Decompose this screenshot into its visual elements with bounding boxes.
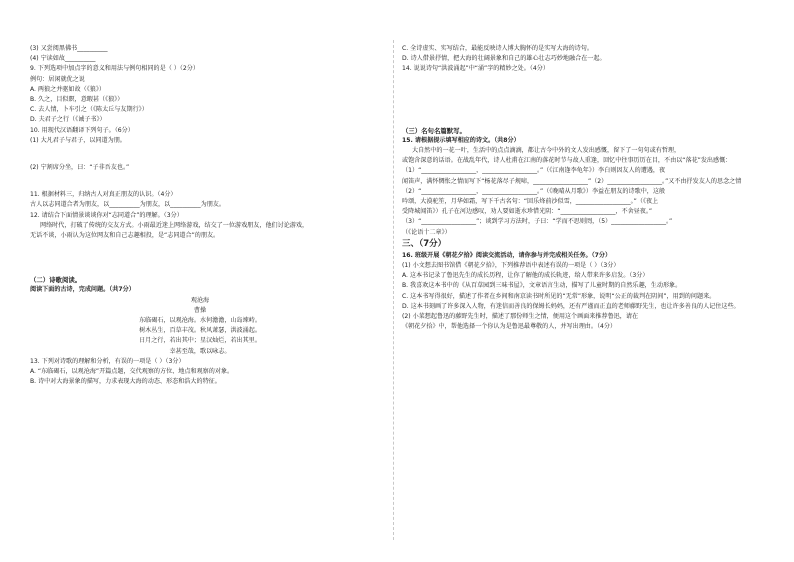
poem-author: 曹操 xyxy=(193,306,207,314)
question-15-body: （2）“__________________，__________________。”（《晚晴从月歌》）李益在朋友的诗歌中，这般 xyxy=(402,187,666,195)
option-b: B. 诗中对大海景象的描写，力求表现大海的动态、形态和浩大的特征。 xyxy=(30,378,221,386)
option-b: B. 久之，目似瞑，意暇甚（《狼》） xyxy=(30,96,124,104)
poem-line: 树木丛生，百草丰茂。秋风萧瑟，洪波涌起。 xyxy=(139,327,261,335)
option-c: C. 全诗虚实、实写结合，最能反映诗人博大胸怀的是实写大海的诗句。 xyxy=(402,45,593,52)
option-d: D. 夫君子之行（《诫子书》） xyxy=(30,116,106,124)
poem-line: 日月之行，若出其中；星汉灿烂，若出其里。 xyxy=(139,337,261,345)
poem-line: 东临碣石，以观沧海。水何澹澹，山岛竦峙。 xyxy=(139,317,261,325)
option-d: D. 诗人借景抒情，把大海的壮阔景象和自己的雄心壮志巧妙地融合在一起。 xyxy=(402,55,606,63)
option-c: C. 去人情，卜车引之（《陈太丘与友期行》） xyxy=(30,106,148,114)
poem-title: 观沧海 xyxy=(190,296,210,304)
question-16: 16. 班级开展《朝花夕拾》阅读交流活动，请你参与并完成相关任务。（7分） xyxy=(402,251,612,259)
section-intro: 阅读下面的古诗，完成问题。（共7分） xyxy=(30,286,135,294)
question-9: 9. 下列选项中加点字的意义和用法与例句相同的是（ ）（2分） xyxy=(30,65,199,73)
option-a: A. “东临碣石，以观沧海”开篇点题，交代观察的方位、地点和观察的对象。 xyxy=(30,368,234,376)
poem xyxy=(30,296,370,357)
section-title: （三）名句名篇默写。 xyxy=(402,126,466,135)
question-15-body: 受降城闻笛》）孔子在河边感叹，劝人要如逝水珍惜光阴：“__________________，不舍昼夜。” xyxy=(402,208,653,216)
column-divider xyxy=(393,40,394,540)
question-16-sub1: (1) 小文想去图书馆借《朝花夕拾》，下列推荐语中表述有误的一项是（ ）（3分） xyxy=(402,262,620,270)
example-sentence: 例句：居闲就优之说 xyxy=(30,75,85,83)
part-title: 三、（7分） xyxy=(402,238,447,249)
left-column xyxy=(30,44,370,387)
question-10-sub1: (1) 大凡君子与君子，以同道为朋。 xyxy=(30,136,126,144)
question-10-sub2: (2) 宁割席分坐，曰：“子非吾友也。” xyxy=(30,164,130,172)
option-b: B. 我喜欢这本书中的《从百草园到三味书屋》，文章语言生动，描写了儿童时期的自然乐趣，生动形象。 xyxy=(402,282,682,290)
question-12-scenario: 网络时代，打破了传统的交友方式。小雨最近迷上网络游戏，结交了一位游戏朋友，他们讨论游戏， xyxy=(40,221,309,229)
question-15-body: 吟颂，大漠驼笙，月华如霜，写下千古名句：“回乐烽前沙似雪，__________________。”（《夜上 xyxy=(402,198,659,206)
question-16-sub2: 《朝花夕拾》中，帮他选择一个你认为是鲁迅最尊敬的人，并写出理由。（4分） xyxy=(402,323,617,331)
question-15-body: （1）“__________________，__________________。”（《江南逢李龟年》）李白则因友人的遭遇，夜 xyxy=(402,167,666,175)
option-c: C. 这本书写得很好，描述了作者在乡间和南京读书时所见的“无常”形象，说明“公正的裁判在阴间”，用到的问题来。 xyxy=(402,292,716,300)
question-15: 15. 请根据提示填写相应的诗文。（共8分） xyxy=(402,136,520,144)
question-10: 10. 用现代汉语翻译下列句子。（6分） xyxy=(30,126,134,134)
question-15-body: 或饱含深意的话语。在战乱年代，诗人杜甫在江南的落花时节与故人重逢，回忆中往事历历在目，不由以“落花”发出感慨： xyxy=(402,157,732,165)
question-15-body: 大自然中的一花一叶，生活中的点点滴滴，都让古今中外的文人发出感慨，留下了一句句或有哲理， xyxy=(412,147,681,155)
option-d: D. 这本书刻画了许多深入人物，有迷信而善良的保姆长妈妈，还有严谨而正直的老师藤野先生，也让许多善良的人记住这些。 xyxy=(402,302,740,310)
question-15-body: 闻笛声，满怀惆怅之情而写下“杨花落尽子规啼，__________________”（2）__________________。”又不由抒发友人的思念之情 xyxy=(402,177,742,185)
poem-line: 幸甚至哉，歌以咏志。 xyxy=(169,347,231,355)
question-16-sub2: (2) 小菜想起鲁迅的藤野先生时，描述了那份师生之情，便用这个画面来推荐鲁迅，请在 xyxy=(402,313,639,321)
section-title: （二）诗歌阅读。 xyxy=(30,276,82,285)
option-a: A. 两狼之并驱如故（《狼》） xyxy=(30,85,105,93)
question-12: 12. 请结合下面情景谈谈你对“志同道合”的理解。（3分） xyxy=(30,211,183,219)
question-12-scenario: 无话不谈，小雨认为这位网友和自己志趣相投，是“志同道合”的朋友。 xyxy=(30,232,220,240)
question-13: 13. 下列对诗歌的理解和分析，有误的一项是（ ）（3分） xyxy=(30,357,185,365)
question-11-blank: 古人以志同道合者为朋友，以__________为朋友，以__________为朋友。 xyxy=(30,201,225,209)
blank-line: (4) 宁读如故__________ xyxy=(30,55,96,63)
question-15-body: （《论语十二章》） xyxy=(402,228,451,236)
question-11: 11. 根据材料三，归纳古人对真正朋友的认识。（4分） xyxy=(30,191,177,199)
question-14: 14. 说说诗句“洪波涌起”中“涌”字的精妙之处。（4分） xyxy=(402,65,549,73)
question-15-body: （3）“__________________”；谈到学习方法时，子曰：“学而不思则罔，（5）__________________。” xyxy=(402,218,673,226)
blank-line: (3) 又尝阅黑佛书__________ xyxy=(30,45,108,52)
right-column xyxy=(402,44,770,332)
option-a: A. 这本书记录了鲁迅先生的成长历程，让你了解他的成长轨迹，给人带来许多启发。（3分） xyxy=(402,272,649,280)
